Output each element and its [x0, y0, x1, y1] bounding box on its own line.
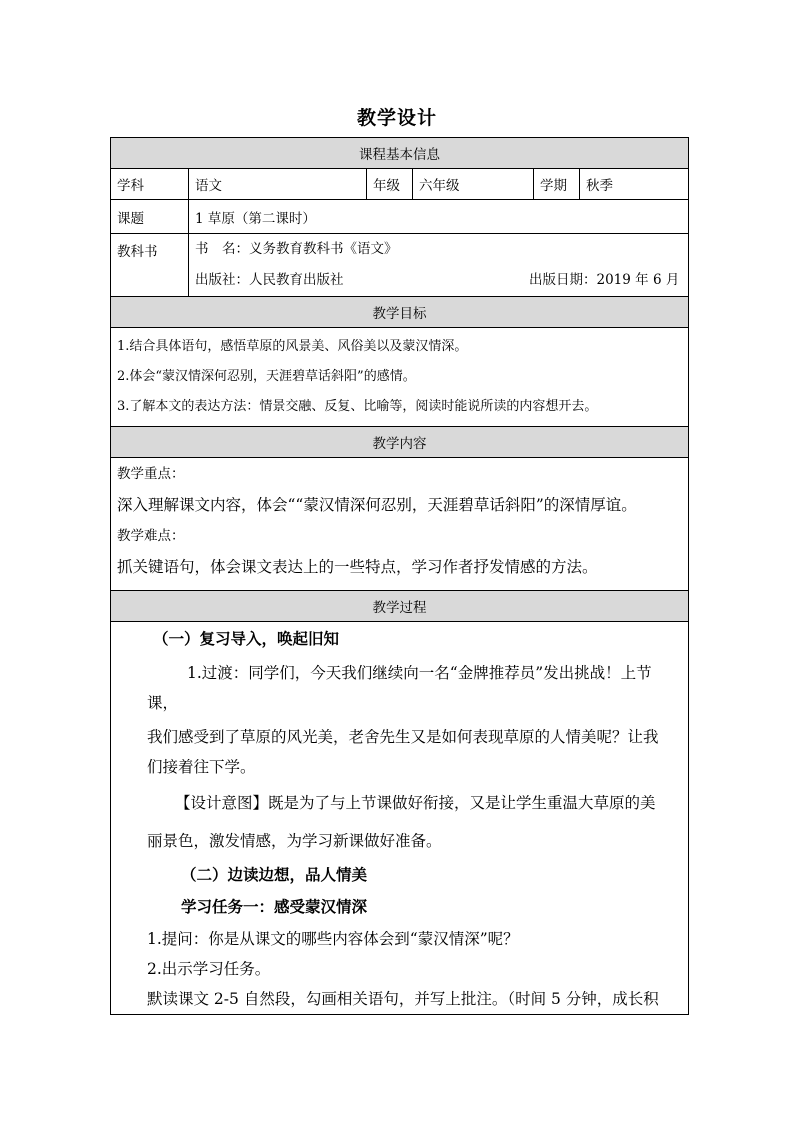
content-header: 教学内容 [111, 427, 689, 458]
topic-label: 课题 [111, 200, 189, 234]
term-value: 秋季 [580, 169, 689, 200]
grade-value: 六年级 [413, 169, 534, 200]
publisher-line [195, 265, 682, 296]
difficulty-text: 抓关键语句，体会课文表达上的一些特点，学习作者抒发情感的方法。 [117, 558, 598, 576]
term-label: 学期 [534, 169, 580, 200]
key-point-text: 深入理解课文内容，体会““蒙汉情深何忍别，天涯碧草话斜阳”的深情厚谊。 [117, 496, 637, 514]
task-one-title: 学习任务一：感受蒙汉情深 [181, 897, 368, 916]
objectives-list [111, 328, 689, 427]
basic-info-header: 课程基本信息 [111, 138, 689, 169]
question-line: 2.出示学习任务。 [147, 960, 271, 978]
process-header: 教学过程 [111, 591, 689, 622]
textbook-label: 教科书 [111, 234, 189, 297]
objective-item: 1.结合具体语句，感悟草原的风景美、风俗美以及蒙汉情深。 [117, 339, 468, 354]
section-read-title: （二）边读边想，品人情美 [181, 865, 368, 884]
key-point-label: 教学重点： [117, 466, 185, 482]
objective-item: 2.体会“蒙汉情深何忍别，天涯碧草话斜阳”的感情。 [117, 369, 416, 384]
textbook-info [189, 234, 689, 297]
paragraph-line: 们接着往下学。 [147, 758, 256, 776]
book-name: 书 名：义务教育教科书《语文》 [195, 241, 398, 257]
lesson-plan-table [110, 137, 689, 1015]
question-line: 1.提问：你是从课文的哪些内容体会到“蒙汉情深”呢？ [147, 930, 519, 948]
grade-label: 年级 [367, 169, 413, 200]
document-title: 教学设计 [356, 107, 437, 129]
content-body [111, 458, 689, 591]
objectives-header: 教学目标 [111, 297, 689, 328]
design-intent-line: 丽景色，激发情感，为学习新课做好准备。 [147, 832, 442, 850]
objective-item: 3.了解本文的表达方法：情景交融、反复、比喻等，阅读时能说所读的内容想开去。 [117, 399, 598, 414]
subject-label: 学科 [111, 169, 189, 200]
paragraph-line: 1.过渡：同学们，今天我们继续向一名“金牌推荐员”发出挑战！上节 [187, 664, 652, 682]
publisher: 出版社：人民教育出版社 [195, 272, 344, 288]
question-line: 默读课文 2-5 自然段，勾画相关语句，并写上批注。（时间 5 分钟，成长积 [147, 990, 659, 1008]
paragraph-line: 课， [147, 694, 179, 712]
section-review-title: （一）复习导入，唤起旧知 [153, 629, 340, 648]
paragraph-line: 我们感受到了草原的风光美，老舍先生又是如何表现草原的人情美呢？让我 [147, 728, 659, 746]
difficulty-label: 教学难点： [117, 528, 185, 544]
process-body [111, 622, 689, 1015]
publish-date: 出版日期：2019 年 6 月 [529, 272, 680, 288]
design-intent-line: 【设计意图】既是为了与上节课做好衔接，又是让学生重温大草原的美 [175, 794, 656, 812]
subject-value: 语文 [189, 169, 367, 200]
topic-value: 1 草原（第二课时） [189, 200, 689, 234]
